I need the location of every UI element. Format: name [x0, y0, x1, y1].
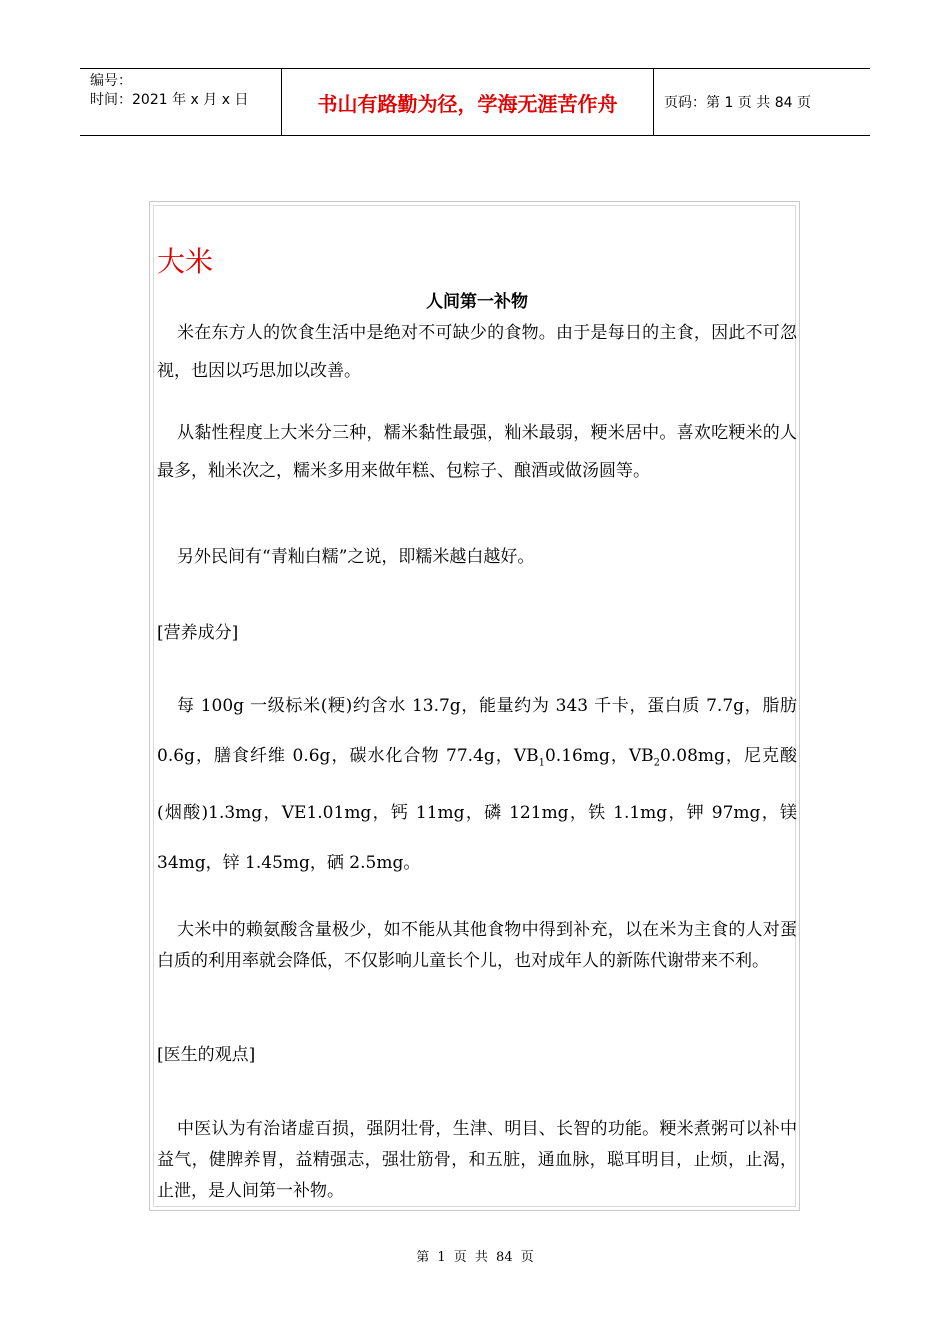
nutrition-text-part-3: 0.08mg，尼克酸(烟酸)1.3mg，VE1.01mg，钙 11mg，磷 121mg，铁 1.1mg，钾 97mg，镁 34mg，锌 1.45mg，硒 2.5mg。: [157, 746, 798, 874]
header-motto: 书山有路勤为径，学海无涯苦作舟: [282, 69, 654, 135]
doctor-heading: [医生的观点]: [157, 1045, 256, 1065]
nutrition-subscript-1: 1: [538, 757, 545, 769]
rice-types-paragraph: 从黏性程度上大米分三种，糯米黏性最强，籼米最弱，粳米居中。喜欢吃粳米的人最多，籼米次之，糯米多用来做年糕、包粽子、酿酒或做汤圆等。: [157, 423, 797, 481]
nutrition-text-part-2: 0.16mg，VB: [544, 746, 654, 766]
document-time-label: 时间：2021 年 x 月 x 日: [90, 92, 249, 108]
page-header: [80, 68, 870, 136]
nutrition-heading: [营养成分]: [157, 623, 239, 643]
saying-paragraph: 另外民间有“青籼白糯”之说，即糯米越白越好。: [177, 547, 535, 567]
nutrition-text-part-1: 每 100g 一级标米(粳)约含水 13.7g，能量约为 343 千卡，蛋白质 7.7g，脂肪 0.6g，膳食纤维 0.6g，碳水化合物 77.4g，VB: [157, 696, 797, 766]
header-meta: [80, 69, 282, 135]
nutrition-subscript-2: 2: [653, 757, 661, 769]
page-footer: 第 1 页 共 84 页: [416, 1250, 534, 1265]
tcm-paragraph: 中医认为有治诸虚百损，强阴壮骨，生津、明目、长智的功能。粳米煮粥可以补中益气，健脾养胃，益精强志，强壮筋骨，和五脏，通血脉，聪耳明目，止烦，止渴，止泄，是人间第一补物。: [157, 1119, 797, 1201]
intro-paragraph: 米在东方人的饮食生活中是绝对不可缺少的食物。由于是每日的主食，因此不可忽视，也因以巧思加以改善。: [157, 323, 797, 381]
lysine-paragraph: 大米中的赖氨酸含量极少，如不能从其他食物中得到补充，以在米为主食的人对蛋白质的利用率就会降低，不仅影响儿童长个儿，也对成年人的新陈代谢带来不利。: [157, 920, 797, 971]
article-subtitle: 人间第一补物: [426, 292, 528, 312]
article-title: 大米: [157, 245, 214, 278]
nutrition-paragraph: [157, 681, 797, 888]
document-number-label: 编号：: [90, 73, 132, 89]
header-page-label: 页码：第 1 页 共 84 页: [664, 95, 811, 111]
